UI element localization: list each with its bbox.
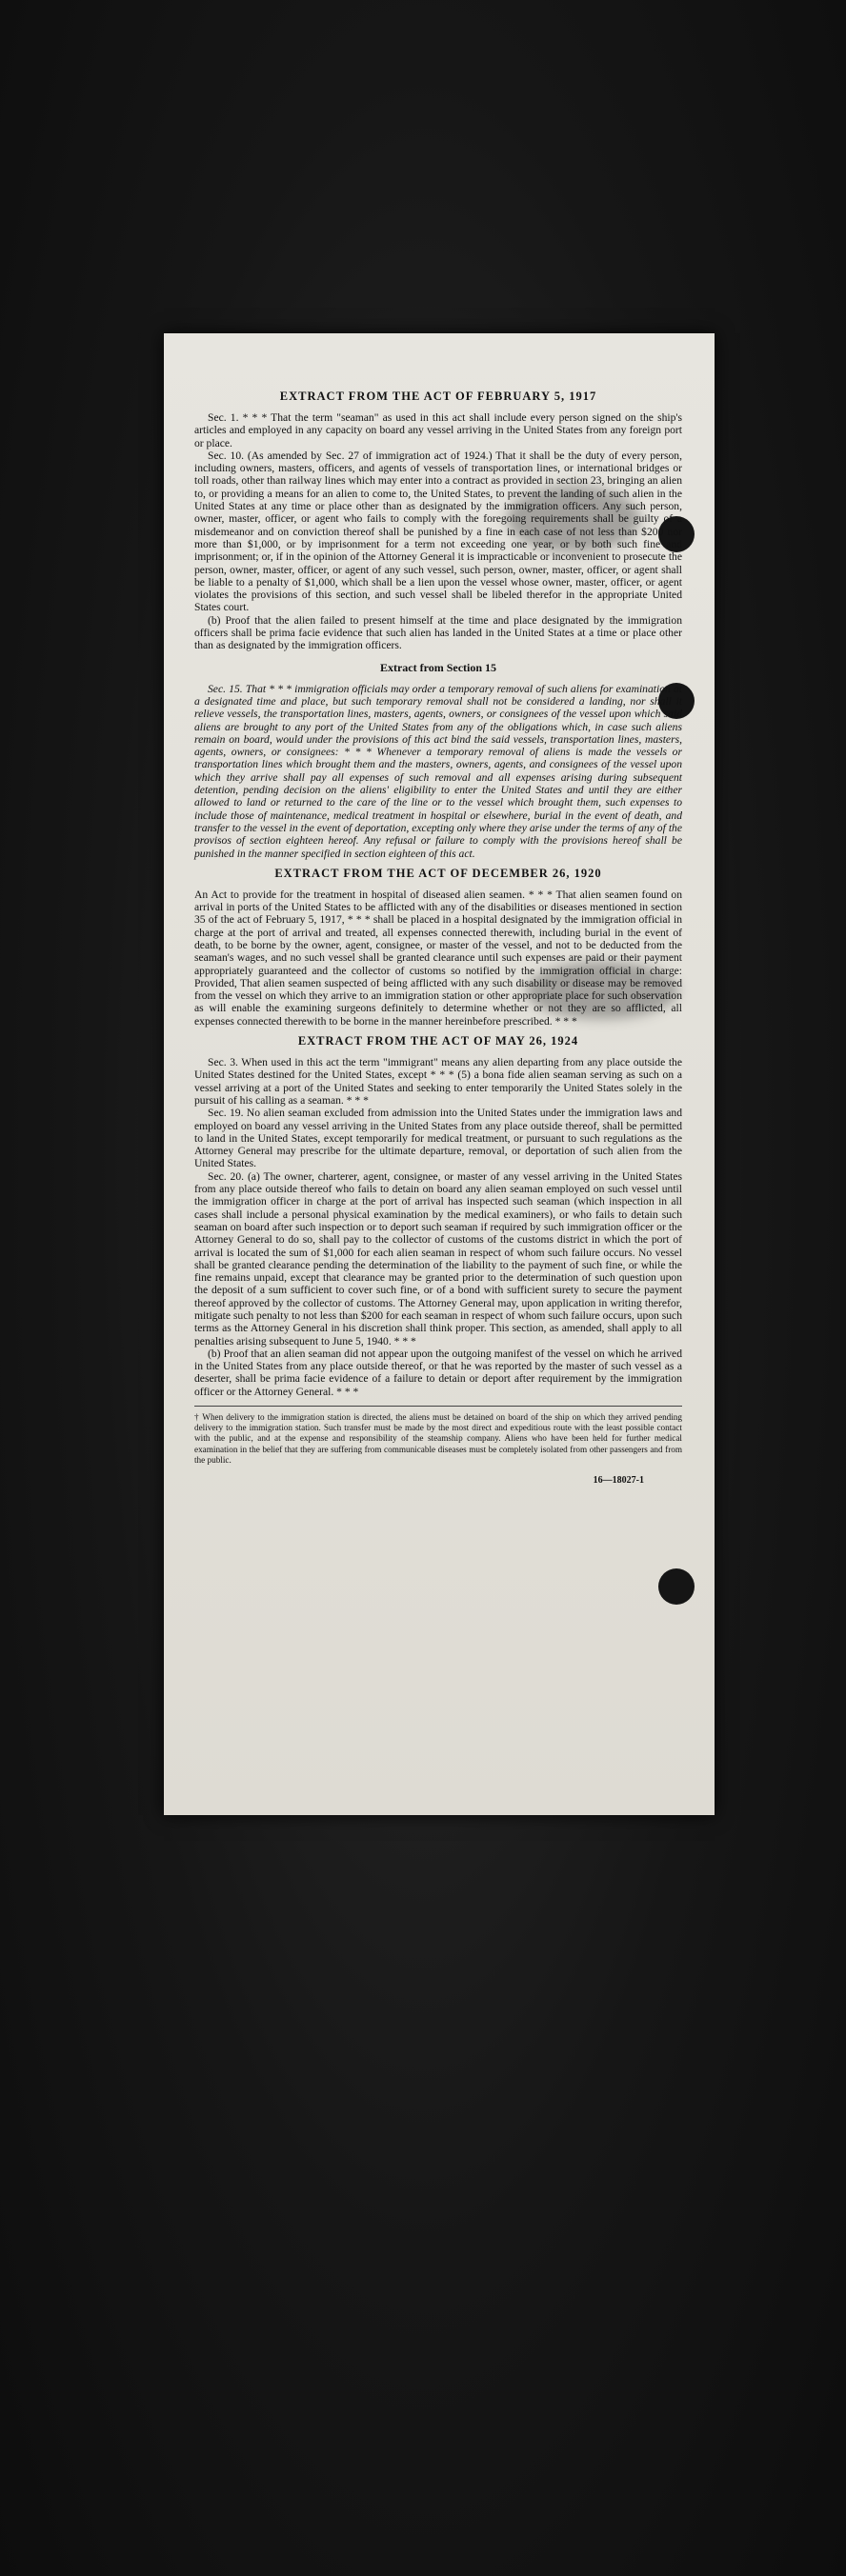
paragraph-sec-10: Sec. 10. (As amended by Sec. 27 of immigration act of 1924.) That it shall be the duty of every person, including owners, masters, officers, and agents of vessels of transportation lines, or international bridges or toll roads, other than railway lines which may enter into a contract as provided in section 23, bringing an alien to, or providing a means for an alien to come to, the United States, to prevent the landing of such alien in the United States at any time or place other than as designated by the immigration officers. Any such person, owner, master, officer, or agent who fails to comply with the foregoing requirements shall be guilty of a misdemeanor and on conviction thereof shall be punished by a fine in each case of not less than $200 nor more than $1,000, or by imprisonment for a term not exceeding one year, or by both such fine and imprisonment; or, if in the opinion of the Attorney General it is impracticable or inconvenient to prosecute the person, owner, master, officer, or agent of any such vessel, such person, owner, master, officer, or agent shall be liable to a penalty of $1,000, which shall be a lien upon the vessel whose owner, master, officer, or agent violates the provisions of this section, and such vessel shall be libeled therefor in the appropriate United States court. <box>194 449 682 614</box>
paragraph-sec-10-b: (b) Proof that the alien failed to present himself at the time and place designated by the immigration officers shall be prima facie evidence that such alien has landed in the United States at a time or place other than as designated by the immigration officers. <box>194 613 682 652</box>
paragraph-sec-1: Sec. 1. * * * That the term "seaman" as used in this act shall include every person signed on the ship's articles and employed in any capacity on board any vessel arriving in the United States from any foreign port or place. <box>194 411 682 449</box>
document-content <box>194 389 682 1486</box>
section-title-act-1924: EXTRACT FROM THE ACT OF MAY 26, 1924 <box>297 1034 579 1048</box>
paragraph-sec-19: Sec. 19. No alien seaman excluded from admission into the United States under the immigration laws and employed on board any vessel arriving in the United States from any place outside thereof, shall be permitted to land in the United States, except temporarily for medical treatment, or pursuant to such regulations as the Attorney General may prescribe for the ultimate departure, removal, or deportation of such alien from the United States. <box>194 1107 682 1170</box>
paragraph-sec-3: Sec. 3. When used in this act the term "immigrant" means any alien departing from any place outside the United States destined for the United States, except * * * (5) a bona fide alien seaman serving as such on a vessel arriving at a port of the United States and seeking to enter temporarily the United States solely in the pursuit of his calling as a seaman. * * * <box>194 1056 682 1107</box>
punch-hole <box>658 1568 695 1605</box>
paragraph-sec-20: Sec. 20. (a) The owner, charterer, agent, consignee, or master of any vessel arriving in the United States from any place outside thereof who fails to detain on board any alien seaman employed on such vessel until the immigration officer in charge at the port of arrival has inspected such seaman (which inspection in all cases shall include a personal physical examination by the medical examiners), or who fails to detain such seaman on board after such inspection or to deport such seaman if required by such immigration officer or the Attorney General to do so, shall pay to the collector of customs of the customs district in which the port of arrival is located the sum of $1,000 for each alien seaman in respect of whom such failure occurs. No vessel shall be granted clearance pending the determination of the liability to the payment of such fine, or while the fine remains unpaid, except that clearance may be granted prior to the determination of such question upon the deposit of a sum sufficient to cover such fine, or of a bond with sufficient surety to secure the payment thereof approved by the collector of customs. The Attorney General may, upon application in writing therefor, mitigate such penalty to not less than $200 for each seaman in respect of whom such failure occurs, upon such terms as the Attorney General in his discretion shall think proper. This section, as amended, shall apply to all penalties arising subsequent to June 5, 1940. * * * <box>194 1169 682 1348</box>
section-title-act-1920: EXTRACT FROM THE ACT OF DECEMBER 26, 1920 <box>274 866 602 880</box>
section-title-act-1917: EXTRACT FROM THE ACT OF FEBRUARY 5, 1917 <box>279 389 597 403</box>
paragraph-sec-20-b: (b) Proof that an alien seaman did not appear upon the outgoing manifest of the vessel on which he arrived in the United States from any place outside thereof, or that he was reported by the master of such vessel as a deserter, shall be prima facie evidence of a failure to detain or deport after requirement by the immigration officer or the Attorney General. * * * <box>194 1347 682 1398</box>
document-page <box>164 333 715 1815</box>
paragraph-act-1920: An Act to provide for the treatment in hospital of diseased alien seamen. * * * That alien seamen found on arrival in ports of the United States to be afflicted with any of the disabilities or diseases mentioned in section 35 of the act of February 5, 1917, * * * shall be placed in a hospital designated by the immigration official in charge at the port of arrival and treated, all expenses connected therewith, including burial in the event of death, to be borne by the owner, agent, consignee, or master of the vessel, and not to be deducted from the seaman's wages, and no such vessel shall be granted clearance until such expenses are paid or their payment appropriately guaranteed and the collector of customs so notified by the immigration official in charge: Provided, That alien seamen suspected of being afflicted with any such disability or disease may be removed from the vessel on which they arrive to an immigration station or other appropriate place for such observation as will enable the examining surgeons definitely to determine whether or not they are so afflicted, all expenses connected therewith to be borne in the manner hereinbefore prescribed. * * * <box>194 888 682 1028</box>
form-number: 16—18027-1 <box>593 1475 644 1487</box>
footnote: † When delivery to the immigration station is directed, the aliens must be detained on board of the ship on which they arrived pending delivery to the immigration station. Such transfer must be made by the most direct and expeditious route with the least possible contact with the public, and at the expense and responsibility of the steamship company. Aliens who have been held for further medical examination in the belief that they are suffering from communicable diseases must be completely isolated from other passengers and from the public. <box>194 1406 682 1466</box>
paragraph-sec-15: Sec. 15. That * * * immigration officials may order a temporary removal of such aliens for examination at a designated time and place, but such temporary removal shall not be considered a landing, nor shall it relieve vessels, the transportation lines, masters, agents, owners, or consignees of the vessel upon which said aliens are brought to any port of the United States from any of the obligations which, in case such aliens remain on board, would under the provisions of this act bind the said vessels, transportation lines, masters, agents, owners, or consignees: * * * Whenever a temporary removal of aliens is made the vessels or transportation lines which brought them and the masters, owners, agents, and consignees of the vessel upon which they arrive shall pay all expenses of such removal and all expenses arising during subsequent detention, pending decision on the aliens' eligibility to enter the United States and until they are either allowed to land or returned to the care of the line or to the vessel which brought them, such expenses to include those of maintenance, medical treatment in hospital or elsewhere, burial in the event of death, and transfer to the vessel in the event of deportation, excepting only where they arise under the terms of any of the provisos of section eighteen hereof. Any refusal or failure to comply with the provisions hereof shall be punished in the manner specified in section eighteen of this act. <box>194 682 682 860</box>
section-subtitle-section-15: Extract from Section 15 <box>379 660 497 674</box>
